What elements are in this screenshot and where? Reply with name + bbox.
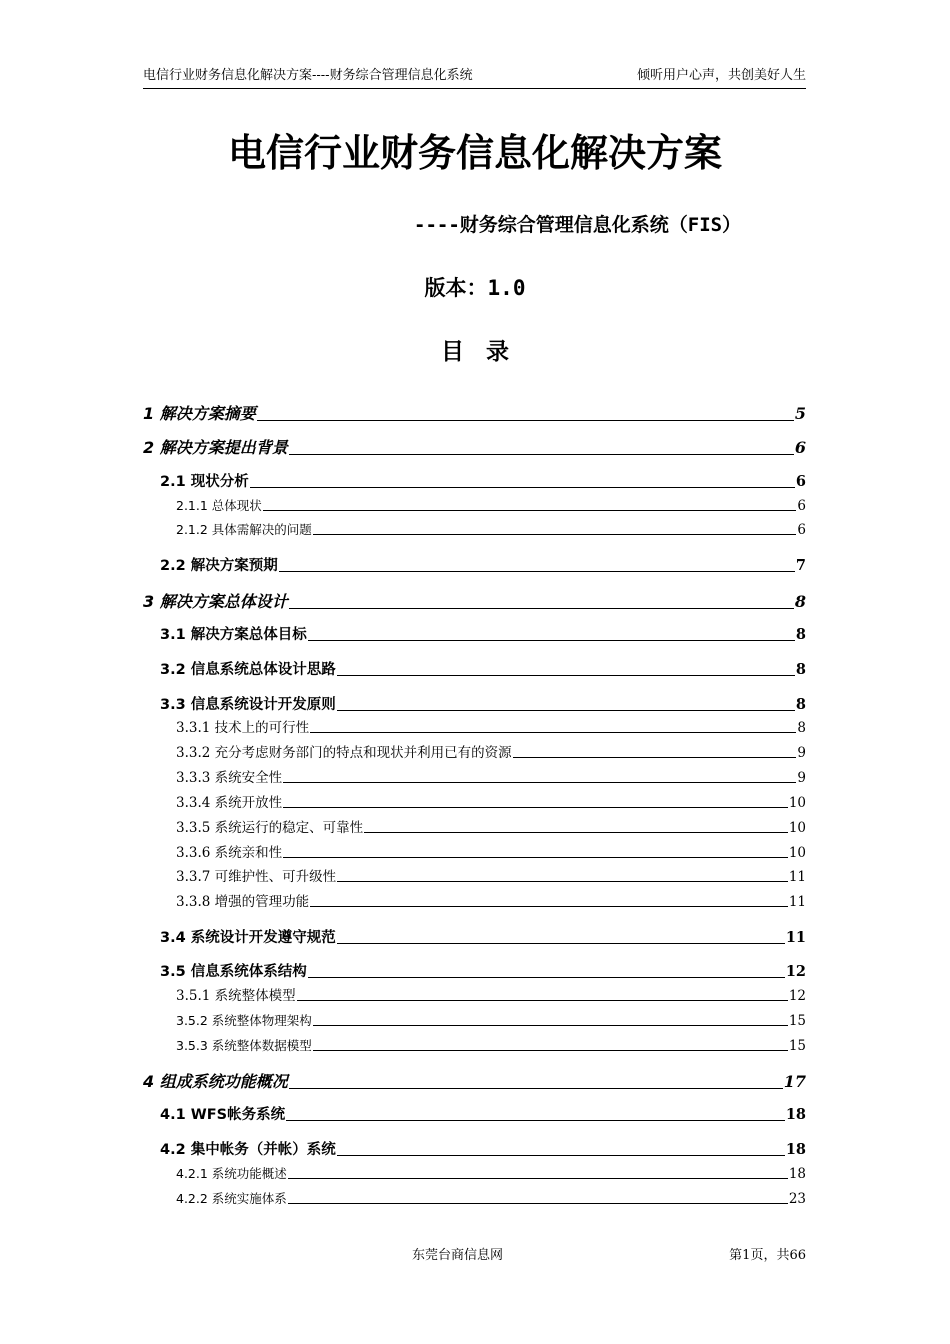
toc-entry-page: 9 <box>797 770 806 786</box>
toc-entry[interactable] <box>160 961 806 981</box>
toc-leader-line <box>337 943 785 944</box>
toc-entry[interactable] <box>176 496 806 514</box>
toc-entry[interactable] <box>176 793 806 811</box>
toc-entry-label: 4.2.2 系统实施体系 <box>176 1191 287 1206</box>
toc-entry-page: 11 <box>788 869 806 885</box>
toc-entry-page: 15 <box>788 1038 806 1054</box>
toc-entry-page: 8 <box>795 626 806 643</box>
toc-entry[interactable] <box>160 1104 806 1124</box>
toc-leader-line <box>289 608 794 609</box>
toc-entry-page: 18 <box>785 1141 806 1158</box>
toc-entry[interactable] <box>176 1036 806 1054</box>
toc-leader-line <box>308 977 785 978</box>
toc-entry-page: 10 <box>788 795 806 811</box>
toc-entry[interactable] <box>160 555 806 575</box>
document-subtitle: ----财务综合管理信息化系统（FIS） <box>414 214 742 236</box>
toc-entry-label: 3.3 信息系统设计开发原则 <box>160 697 336 713</box>
toc-entry[interactable] <box>176 892 806 910</box>
toc-leader-line <box>310 906 788 907</box>
toc-entry-label: 3.3.3 系统安全性 <box>176 770 283 786</box>
toc-leader-line <box>313 1050 788 1051</box>
toc-entry[interactable] <box>160 927 806 947</box>
toc-leader-line <box>337 675 795 676</box>
toc-leader-line <box>310 732 796 733</box>
toc-entry[interactable] <box>160 471 806 491</box>
toc-leader-line <box>364 832 788 833</box>
header-left-text: 电信行业财务信息化解决方案----财务综合管理信息化系统 <box>143 68 473 83</box>
toc-leader-line <box>313 1025 788 1026</box>
toc-leader-line <box>308 640 795 641</box>
toc-entry-page: 6 <box>797 498 806 514</box>
toc-leader-line <box>286 1120 785 1121</box>
toc-leader-line <box>250 487 795 488</box>
toc-entry-page: 10 <box>788 845 806 861</box>
toc-entry[interactable] <box>176 520 806 538</box>
toc-entry[interactable] <box>176 1189 806 1207</box>
toc-leader-line <box>337 1155 785 1156</box>
toc-entry[interactable] <box>176 768 806 786</box>
toc-entry-label: 2.2 解决方案预期 <box>160 558 278 574</box>
toc-entry-page: 10 <box>788 820 806 836</box>
toc-entry[interactable] <box>176 986 806 1004</box>
toc-entry-page: 8 <box>797 720 806 736</box>
toc-leader-line <box>297 1000 788 1001</box>
toc-entry[interactable] <box>176 718 806 736</box>
toc-leader-line <box>289 454 794 455</box>
toc-entry-label: 4.1 WFS帐务系统 <box>160 1107 286 1123</box>
toc-entry-page: 6 <box>794 438 806 457</box>
toc-entry-page: 18 <box>785 1106 806 1123</box>
toc-entry-label: 3.4 系统设计开发遵守规范 <box>160 930 336 946</box>
toc-entry-label: 3.3.5 系统运行的稳定、可靠性 <box>176 820 364 836</box>
toc-entry-page: 11 <box>788 894 806 910</box>
toc-entry-label: 3.5.1 系统整体模型 <box>176 988 296 1004</box>
footer-page-number: 第1页，共66 <box>729 1248 806 1263</box>
toc-entry[interactable] <box>176 1011 806 1029</box>
toc-entry[interactable] <box>176 1164 806 1182</box>
toc-entry-label: 2.1.1 总体现状 <box>176 498 262 513</box>
toc-entry-page: 18 <box>788 1166 806 1182</box>
toc-entry-page: 11 <box>785 929 806 946</box>
toc-entry-label: 3.5.3 系统整体数据模型 <box>176 1038 312 1053</box>
toc-entry-page: 6 <box>795 473 806 490</box>
toc-leader-line <box>257 420 794 421</box>
toc-entry-page: 15 <box>788 1013 806 1029</box>
toc-entry-page: 8 <box>795 661 806 678</box>
toc-entry-label: 3.2 信息系统总体设计思路 <box>160 662 336 678</box>
toc-entry-label: 4.2 集中帐务（并帐）系统 <box>160 1142 336 1158</box>
toc-entry-label: 2 解决方案提出背景 <box>143 438 288 457</box>
toc-entry-label: 4.2.1 系统功能概述 <box>176 1166 287 1181</box>
toc-heading: 目录 <box>441 339 531 365</box>
toc-entry-label: 3.3.6 系统亲和性 <box>176 845 283 861</box>
toc-entry-label: 3 解决方案总体设计 <box>143 592 288 611</box>
version-label: 版本：1.0 <box>424 276 526 300</box>
toc-entry[interactable] <box>160 659 806 679</box>
toc-leader-line <box>288 1178 788 1179</box>
toc-entry-page: 8 <box>795 696 806 713</box>
toc-entry-page: 5 <box>794 404 806 423</box>
toc-entry-page: 7 <box>795 557 806 574</box>
toc-entry-label: 3.3.2 充分考虑财务部门的特点和现状并利用已有的资源 <box>176 745 512 761</box>
toc-entry-label: 3.5.2 系统整体物理架构 <box>176 1013 312 1028</box>
document-title: 电信行业财务信息化解决方案 <box>227 131 722 175</box>
toc-entry-label: 1 解决方案摘要 <box>143 404 256 423</box>
footer-center-text: 东莞台商信息网 <box>412 1248 504 1263</box>
toc-entry-label: 3.3.4 系统开放性 <box>176 795 283 811</box>
toc-entry-page: 6 <box>797 522 806 538</box>
toc-entry-page: 17 <box>783 1072 806 1091</box>
toc-entry-page: 23 <box>788 1191 806 1207</box>
toc-entry[interactable] <box>143 402 806 424</box>
toc-entry[interactable] <box>176 818 806 836</box>
toc-leader-line <box>279 571 795 572</box>
header-right-text: 倾听用户心声，共创美好人生 <box>636 68 806 83</box>
toc-leader-line <box>283 857 788 858</box>
toc-entry-label: 3.5 信息系统体系结构 <box>160 964 307 980</box>
toc-entry[interactable] <box>160 624 806 644</box>
toc-entry[interactable] <box>143 590 806 612</box>
toc-leader-line <box>283 782 796 783</box>
toc-leader-line <box>288 1203 788 1204</box>
toc-entry-page: 12 <box>788 988 806 1004</box>
toc-entry[interactable] <box>176 743 806 761</box>
toc-leader-line <box>289 1088 783 1089</box>
toc-entry[interactable] <box>176 867 806 885</box>
toc-entry-page: 12 <box>785 963 806 980</box>
toc-entry-label: 4 组成系统功能概况 <box>143 1072 288 1091</box>
toc-entry[interactable] <box>160 694 806 714</box>
toc-entry-label: 3.3.1 技术上的可行性 <box>176 720 310 736</box>
toc-leader-line <box>513 757 797 758</box>
toc-leader-line <box>283 807 788 808</box>
toc-entry-label: 3.1 解决方案总体目标 <box>160 627 307 643</box>
toc-entry-page: 8 <box>794 592 806 611</box>
toc-leader-line <box>337 710 795 711</box>
toc-leader-line <box>313 534 797 535</box>
toc-leader-line <box>263 510 797 511</box>
toc-entry[interactable] <box>160 1139 806 1159</box>
toc-entry[interactable] <box>143 1070 806 1092</box>
toc-entry-label: 3.3.8 增强的管理功能 <box>176 894 310 910</box>
toc-leader-line <box>337 881 788 882</box>
toc-entry-page: 9 <box>797 745 806 761</box>
toc-entry[interactable] <box>143 436 806 458</box>
toc-entry-label: 2.1 现状分析 <box>160 474 249 490</box>
toc-entry-label: 3.3.7 可维护性、可升级性 <box>176 869 337 885</box>
toc-entry[interactable] <box>176 843 806 861</box>
toc-entry-label: 2.1.2 具体需解决的问题 <box>176 522 312 537</box>
